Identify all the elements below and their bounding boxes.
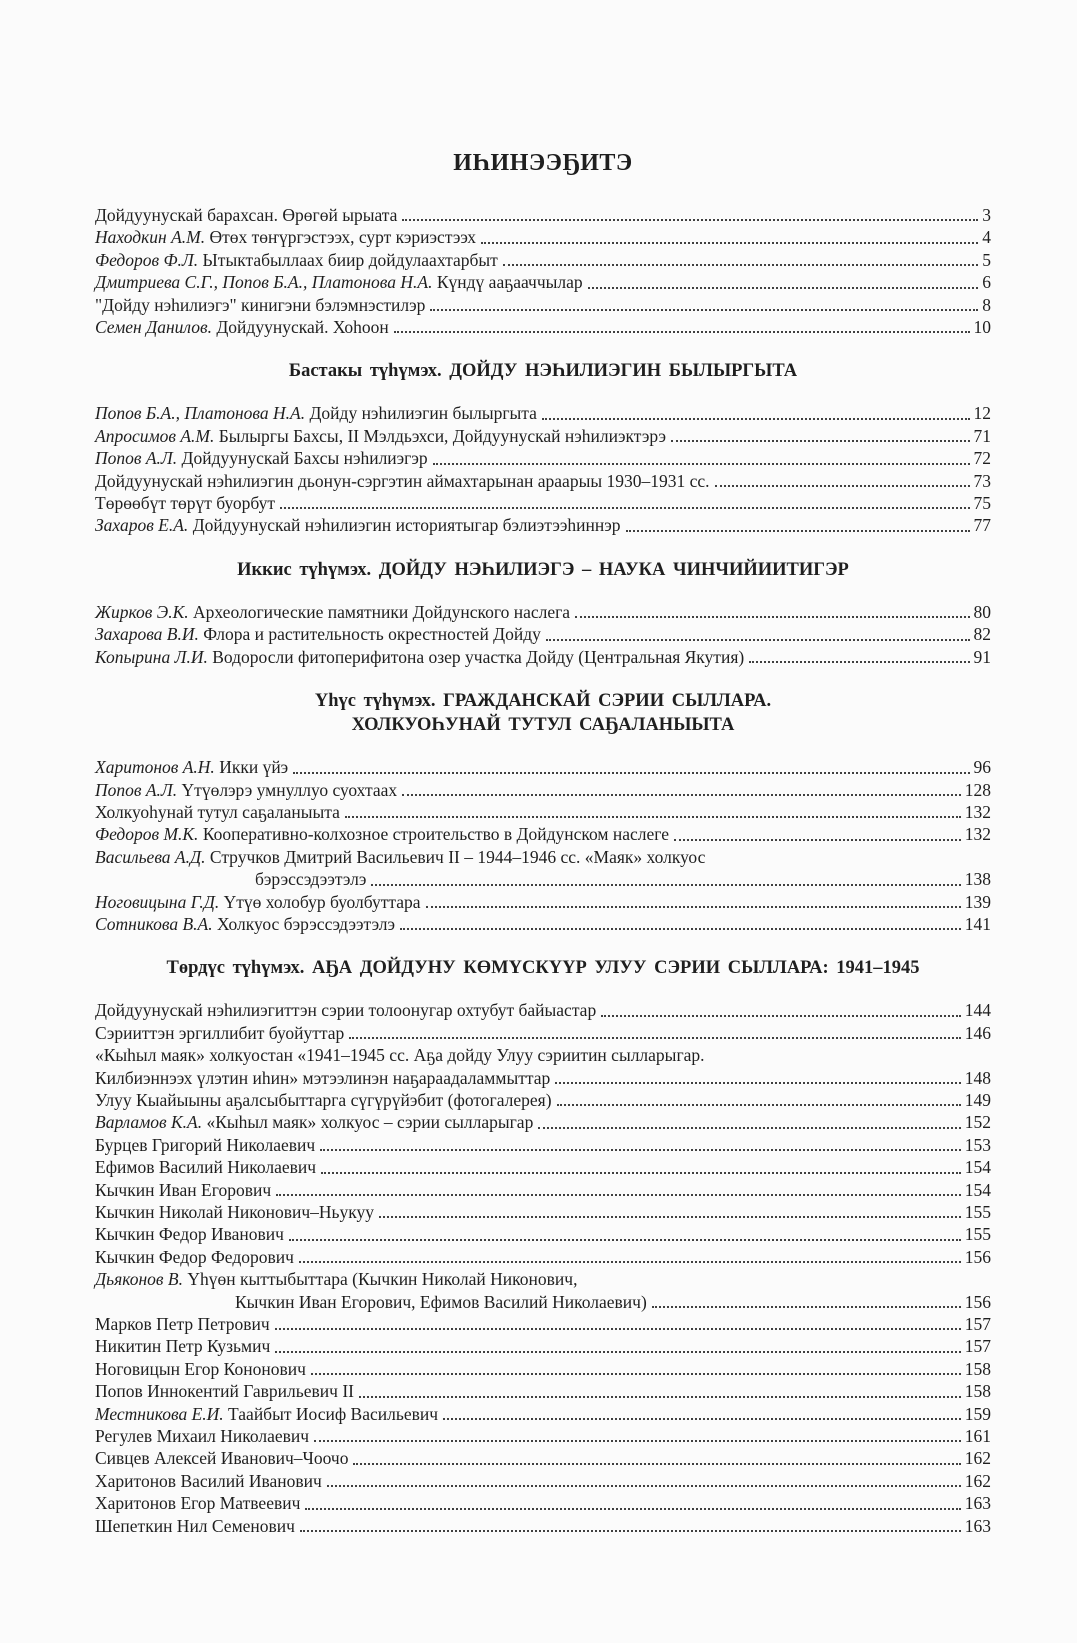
toc-entry-continuation: [95, 1067, 991, 1089]
toc-entry-first-line: [95, 846, 991, 868]
toc-section: [95, 359, 991, 536]
author-name: Попов А.Л.: [95, 448, 178, 469]
leader-dots: [546, 639, 970, 641]
page-number: 154: [964, 1157, 991, 1178]
page-number: 162: [964, 1470, 991, 1491]
entry-text: Ноговицына Г.Д. Үтүө холобур буолбуттара: [95, 891, 421, 912]
toc-entry: [95, 801, 991, 823]
leader-dots: [402, 794, 961, 796]
page-number: 159: [964, 1403, 991, 1424]
entry-text: Попов А.Л. Дойдуунускай Бахсы нэһилиэгэр: [95, 448, 428, 469]
entry-text: Кычкин Федор Федорович: [95, 1246, 294, 1267]
toc-entry: [95, 999, 991, 1021]
leader-dots: [426, 906, 961, 908]
leader-dots: [538, 1127, 960, 1129]
entry-text: Копырина Л.И. Водоросли фитоперифитона озер участка Дойду (Центральная Якутия): [95, 646, 745, 667]
toc-section: [95, 689, 991, 935]
author-name: Васильева А.Д.: [95, 846, 206, 867]
leader-dots: [652, 1306, 961, 1308]
entry-text: Холкуоһунай тутул саҕаланыыта: [95, 801, 340, 822]
toc-entry: [95, 1380, 991, 1402]
page-number: 155: [964, 1224, 991, 1245]
toc-entry: [95, 1492, 991, 1514]
entry-text: Дьяконов В. Үһүөн кыттыбыттара (Кычкин Николай Никонович,: [95, 1269, 578, 1290]
page-number: 8: [982, 294, 991, 315]
entry-text: Жирков Э.К. Археологические памятники Дойдунского наслега: [95, 601, 571, 622]
author-name: Семен Данилов.: [95, 317, 212, 338]
toc-entry: [95, 1515, 991, 1537]
toc-entry: [95, 1358, 991, 1380]
page-number: 163: [964, 1515, 991, 1536]
author-name: Попов Б.А., Платонова Н.А.: [95, 403, 306, 424]
leader-dots: [430, 309, 978, 311]
page-number: 156: [964, 1291, 991, 1312]
leader-dots: [371, 884, 960, 886]
leader-dots: [349, 1037, 961, 1039]
toc-entry: [95, 1201, 991, 1223]
leader-dots: [299, 1261, 961, 1263]
entry-text: Васильева А.Д. Стручков Дмитрий Васильевич II – 1944–1946 сс. «Маяк» холкуос: [95, 846, 706, 867]
page-number: 141: [964, 913, 991, 934]
section-heading-block: [95, 956, 991, 980]
entry-text: Марков Петр Петрович: [95, 1314, 270, 1335]
leader-dots: [542, 418, 970, 420]
toc-entry: [95, 1470, 991, 1492]
toc-entry: [95, 1111, 991, 1133]
author-name: Дьяконов В.: [95, 1269, 183, 1290]
toc-entry: [95, 294, 991, 316]
entry-text: Бурцев Григорий Николаевич: [95, 1134, 316, 1155]
entry-text: Местникова Е.И. Таайбыт Иосиф Васильевич: [95, 1403, 439, 1424]
page-number: 71: [973, 425, 991, 446]
page-number: 77: [973, 515, 991, 536]
section-heading-block: [95, 689, 991, 737]
toc-entry: [95, 425, 991, 447]
page-number: 158: [964, 1358, 991, 1379]
toc-section: [95, 558, 991, 668]
toc-entry: [95, 470, 991, 492]
leader-dots: [402, 219, 978, 221]
page-number: 132: [964, 801, 991, 822]
toc-entry: [95, 623, 991, 645]
page-number: 138: [964, 869, 991, 890]
toc-section: [95, 204, 991, 338]
toc-entry-first-line: [95, 1044, 991, 1066]
entry-text: Попов А.Л. Үтүөлэрэ умнуллуо суохтаах: [95, 779, 398, 800]
entry-text: «Кыһыл маяк» холкуостан «1941–1945 сс. Аҕа дойду Улуу сэриитин сылларыгар.: [95, 1045, 705, 1066]
entry-continuation-text: бэрэссэдээтэлэ: [255, 869, 367, 890]
toc-entry: [95, 1022, 991, 1044]
page-number: 161: [964, 1426, 991, 1447]
page-number: 132: [964, 824, 991, 845]
toc-entry: [95, 402, 991, 424]
leader-dots: [353, 1463, 960, 1465]
entry-continuation-text: Кычкин Иван Егорович, Ефимов Василий Николаевич): [235, 1291, 647, 1312]
page-number: 3: [982, 205, 991, 225]
toc-entry: [95, 1447, 991, 1469]
page-number: 157: [964, 1336, 991, 1357]
leader-dots: [305, 1508, 960, 1510]
page-number: 6: [982, 272, 991, 293]
author-name: Попов А.Л.: [95, 779, 178, 800]
toc-entry: [95, 204, 991, 226]
entry-text: Дойдуунускай барахсан. Өрөгөй ырыата: [95, 205, 398, 225]
entry-text: Федоров Ф.Л. Ытыктабыллаах биир дойдулаахтарбыт: [95, 249, 498, 270]
entry-text: Ефимов Василий Николаевич: [95, 1157, 317, 1178]
toc-entry: [95, 1425, 991, 1447]
author-name: Захарова В.И.: [95, 624, 199, 645]
entry-text: "Дойду нэһилиэгэ" кинигэни бэлэмнэстилэр: [95, 294, 426, 315]
page-number: 152: [964, 1112, 991, 1133]
page-number: 91: [973, 646, 991, 667]
entry-text: Дойдуунускай нэһилиэгиттэн сэрии толоонугар охтубут байыастар: [95, 1000, 597, 1021]
leader-dots: [575, 616, 969, 618]
page-number: 158: [964, 1381, 991, 1402]
leader-dots: [400, 928, 961, 930]
toc-entry: [95, 891, 991, 913]
author-name: Варламов К.А.: [95, 1112, 203, 1133]
toc-entry: [95, 492, 991, 514]
leader-dots: [327, 1485, 961, 1487]
toc-entry: [95, 1223, 991, 1245]
page-number: 72: [973, 448, 991, 469]
leader-dots: [588, 287, 979, 289]
entry-text: Никитин Петр Кузьмич: [95, 1336, 271, 1357]
entry-text: Варламов К.А. «Кыһыл маяк» холкуос – сэрии сылларыгар: [95, 1112, 534, 1133]
entry-text: Сивцев Алексей Иванович–Чоочо: [95, 1448, 349, 1469]
entry-text: Захарова В.И. Флора и растительность окрестностей Дойду: [95, 624, 541, 645]
author-name: Местникова Е.И.: [95, 1403, 224, 1424]
leader-dots: [345, 816, 961, 818]
leader-dots: [293, 772, 969, 774]
leader-dots: [481, 242, 978, 244]
page-number: 82: [973, 624, 991, 645]
author-name: Федоров Ф.Л.: [95, 249, 199, 270]
page-number: 155: [964, 1202, 991, 1222]
leader-dots: [311, 1373, 961, 1375]
page-number: 146: [964, 1022, 991, 1043]
toc-entry: [95, 1313, 991, 1335]
toc-entry: [95, 823, 991, 845]
leader-dots: [433, 463, 970, 465]
author-name: Захаров Е.А.: [95, 515, 189, 536]
leader-dots: [320, 1149, 961, 1151]
author-name: Копырина Л.И.: [95, 646, 208, 667]
entry-continuation-text: Килбиэннээх үлэтин иһин» мэтээлинэн наҕараадаламмыттар: [95, 1067, 551, 1088]
leader-dots: [674, 839, 961, 841]
page-number: 163: [964, 1493, 991, 1514]
entry-text: Кычкин Иван Егорович: [95, 1179, 272, 1200]
section-heading-block: [95, 359, 991, 383]
toc-entry: [95, 1134, 991, 1156]
author-name: Находкин А.М.: [95, 227, 206, 248]
toc-entry-first-line: [95, 1268, 991, 1290]
page-number: 128: [964, 779, 991, 800]
leader-dots: [671, 440, 969, 442]
page-number: 10: [973, 317, 991, 338]
toc-entry: [95, 913, 991, 935]
toc-entry: [95, 779, 991, 801]
page-number: 5: [982, 249, 991, 270]
entry-text: Дмитриева С.Г., Попов Б.А., Платонова Н.А. Күндү ааҕааччылар: [95, 272, 583, 293]
page-number: 157: [964, 1314, 991, 1335]
toc-entry: [95, 226, 991, 248]
toc-entry: [95, 1246, 991, 1268]
author-name: Харитонов А.Н.: [95, 757, 215, 778]
page-number: 139: [964, 891, 991, 912]
entry-text: Семен Данилов. Дойдуунускай. Хоһоон: [95, 317, 389, 338]
toc-section: [95, 956, 991, 1537]
author-name: Жирков Э.К.: [95, 601, 189, 622]
entry-text: Кычкин Федор Иванович: [95, 1224, 284, 1245]
section-heading: Үһүс түһүмэх. ГРАЖДАНСКАЙ СЭРИИ СЫЛЛАРА.: [314, 691, 772, 712]
leader-dots: [280, 507, 970, 509]
toc-entry: [95, 249, 991, 271]
entry-text: Попов Иннокентий Гаврильевич II: [95, 1381, 354, 1402]
section-heading-block: [95, 558, 991, 582]
entry-text: Попов Б.А., Платонова Н.А. Дойду нэһилиэгин былыргыта: [95, 403, 537, 424]
toc-entry: [95, 1156, 991, 1178]
leader-dots: [300, 1530, 961, 1532]
author-name: Федоров М.К.: [95, 824, 199, 845]
leader-dots: [289, 1239, 961, 1241]
toc-entry-continuation: [95, 868, 991, 890]
leader-dots: [379, 1216, 961, 1218]
toc-entry: [95, 756, 991, 778]
section-heading: ХОЛКУОҺУНАЙ ТУТУЛ САҔАЛАНЫЫТА: [351, 715, 735, 736]
page-number: 149: [964, 1089, 991, 1110]
leader-dots: [321, 1172, 961, 1174]
entry-text: Сэрииттэн эргиллибит буойуттар: [95, 1022, 345, 1043]
toc-entry: [95, 1179, 991, 1201]
entry-text: Кычкин Николай Никонович–Ньукуу: [95, 1202, 375, 1222]
leader-dots: [314, 1440, 961, 1442]
page-number: 153: [964, 1134, 991, 1155]
toc-sections: [95, 204, 991, 1537]
author-name: Апросимов А.М.: [95, 425, 215, 446]
entry-text: Харитонов А.Н. Икки үйэ: [95, 757, 289, 778]
leader-dots: [443, 1418, 961, 1420]
author-name: Дмитриева С.Г., Попов Б.А., Платонова Н.А.: [95, 272, 433, 293]
entry-text: Шепеткин Нил Семенович: [95, 1515, 295, 1536]
page-number: 96: [973, 757, 991, 778]
toc-entry: [95, 1335, 991, 1357]
entry-text: Ноговицын Егор Кононович: [95, 1358, 306, 1379]
page-number: 75: [973, 493, 991, 514]
entry-text: Федоров М.К. Кооперативно-колхозное строительство в Дойдунском наслеге: [95, 824, 669, 845]
leader-dots: [626, 530, 970, 532]
toc-entry: [95, 271, 991, 293]
section-heading: Иккис түһүмэх. ДОЙДУ НЭҺИЛИЭГЭ – НАУКА ЧИНЧИЙИИТИГЭР: [237, 559, 849, 580]
page-title: ИҺИНЭЭҔИТЭ: [453, 150, 633, 176]
entry-text: Дойдуунускай нэһилиэгин дьонун-сэргэтин аймахтарынан араарыы 1930–1931 сс.: [95, 470, 710, 491]
leader-dots: [503, 264, 978, 266]
entry-text: Регулев Михаил Николаевич: [95, 1426, 310, 1447]
leader-dots: [557, 1104, 961, 1106]
page-number: 162: [964, 1448, 991, 1469]
leader-dots: [275, 1351, 960, 1353]
author-name: Сотникова В.А.: [95, 913, 213, 934]
leader-dots: [601, 1015, 961, 1017]
leader-dots: [715, 485, 970, 487]
leader-dots: [276, 1194, 961, 1196]
toc-entry: [95, 514, 991, 536]
entry-text: Харитонов Егор Матвеевич: [95, 1493, 301, 1514]
leader-dots: [749, 661, 969, 663]
author-name: Ноговицына Г.Д.: [95, 891, 220, 912]
entry-text: Захаров Е.А. Дойдуунускай нэһилиэгин историятыгар бэлиэтээһиннэр: [95, 515, 621, 536]
entry-text: Улуу Кыайыыны аҕалсыбыттарга сүгүрүйэбит (фотогалерея): [95, 1089, 552, 1110]
section-heading: Бастакы түһүмэх. ДОЙДУ НЭҺИЛИЭГИН БЫЛЫРГЫТА: [288, 361, 798, 382]
leader-dots: [359, 1396, 961, 1398]
toc-entry: [95, 1089, 991, 1111]
page-number: 4: [982, 227, 991, 248]
toc-entry: [95, 316, 991, 338]
page-number: 154: [964, 1179, 991, 1200]
toc-entry: [95, 1403, 991, 1425]
toc-entry-continuation: [95, 1291, 991, 1313]
toc-entry: [95, 601, 991, 623]
page-number: 156: [964, 1246, 991, 1267]
page-number: 148: [964, 1067, 991, 1088]
toc-page: [95, 0, 991, 1537]
toc-entry: [95, 447, 991, 469]
page-number: 144: [964, 1000, 991, 1021]
entry-text: Харитонов Василий Иванович: [95, 1470, 322, 1491]
section-heading: Төрдүс түһүмэх. АҔА ДОЙДУНУ КӨМҮСКҮҮР УЛУУ СЭРИИ СЫЛЛАРА: 1941–1945: [166, 958, 920, 979]
page-number: 73: [973, 470, 991, 491]
entry-text: Находкин А.М. Өтөх төҥүргэстээх, сурт кэриэстээх: [95, 227, 477, 248]
leader-dots: [394, 331, 970, 333]
entry-text: Сотникова В.А. Холкуос бэрэссэдээтэлэ: [95, 913, 396, 934]
entry-text: Төрөөбүт төрүт буорбут: [95, 493, 275, 514]
toc-entry: [95, 646, 991, 668]
page-number: 12: [973, 403, 991, 424]
leader-dots: [275, 1328, 961, 1330]
page-number: 80: [973, 601, 991, 622]
entry-text: Апросимов А.М. Былыргы Бахсы, II Мэлдьэхси, Дойдуунускай нэһилиэктэрэ: [95, 425, 667, 446]
leader-dots: [555, 1082, 961, 1084]
